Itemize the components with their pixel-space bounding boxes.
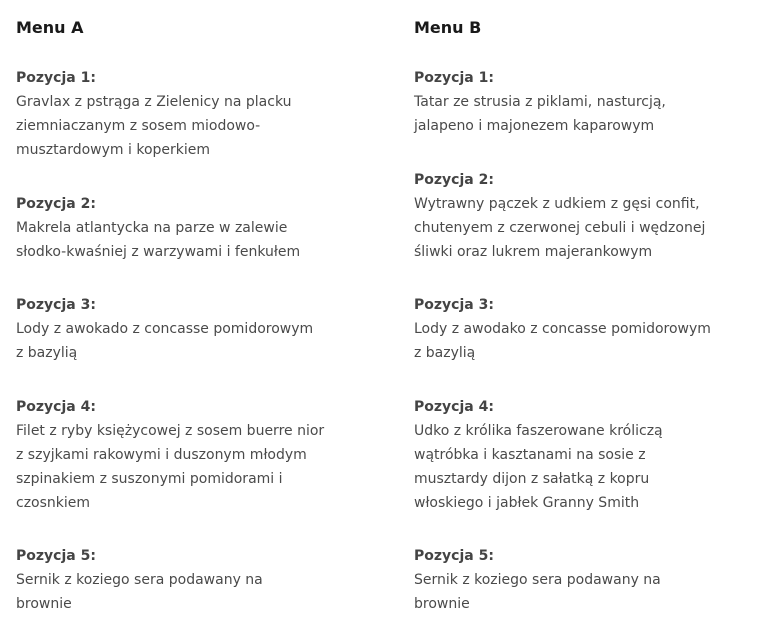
item-label: Pozycja 1:	[414, 70, 494, 86]
item-description-line: Lody z awodako z concasse pomidorowym	[414, 321, 711, 337]
item-label: Pozycja 1:	[16, 70, 96, 86]
item-description-line: jalapeno i majonezem kaparowym	[414, 118, 655, 134]
item-description-line: Lody z awokado z concasse pomidorowym	[16, 321, 314, 337]
menu-b-item-5	[414, 544, 759, 616]
item-description-line: czosnkiem	[16, 495, 91, 511]
item-label: Pozycja 4:	[16, 399, 96, 415]
item-description-line: musztardowym i koperkiem	[16, 142, 211, 158]
item-label: Pozycja 5:	[414, 548, 494, 564]
menu-a-title: Menu A	[16, 18, 84, 37]
item-description-line: musztardy dijon z sałatką z kopru	[414, 471, 650, 487]
item-description-line: Makrela atlantycka na parze w zalewie	[16, 220, 288, 236]
item-description-line: Wytrawny pączek z udkiem z gęsi confit,	[414, 196, 700, 212]
item-description-line: brownie	[414, 596, 470, 612]
item-description-line: Sernik z koziego sera podawany na	[16, 572, 263, 588]
item-description-line: chutenyem z czerwonej cebuli i wędzonej	[414, 220, 706, 236]
item-description-line: szpinakiem z suszonymi pomidorami i	[16, 471, 283, 487]
item-description-line: wątróbka i kasztanami na sosie z	[414, 447, 646, 463]
menu-a-item-5	[16, 544, 361, 616]
item-description-line: Filet z ryby księżycowej z sosem buerre nior	[16, 423, 325, 439]
item-description-line: z bazylią	[16, 345, 78, 361]
menu-a-item-4	[16, 395, 361, 515]
menu-b-title: Menu B	[414, 18, 482, 37]
item-description-line: śliwki oraz lukrem majerankowym	[414, 244, 653, 260]
item-description-line: Udko z królika faszerowane króliczą	[414, 423, 663, 439]
item-description-line: z szyjkami rakowymi i duszonym młodym	[16, 447, 307, 463]
item-description-line: ziemniaczanym z sosem miodowo-	[16, 118, 261, 134]
menu-b-item-1	[414, 66, 759, 138]
item-description-line: Gravlax z pstrąga z Zielenicy na placku	[16, 94, 292, 110]
menu-a-item-1	[16, 66, 361, 162]
item-label: Pozycja 2:	[16, 196, 96, 212]
item-label: Pozycja 2:	[414, 172, 494, 188]
item-description-line: słodko-kwaśniej z warzywami i fenkułem	[16, 244, 301, 260]
item-description-line: Tatar ze strusia z piklami, nasturcją,	[414, 94, 666, 110]
item-description-line: z bazylią	[414, 345, 476, 361]
menu-b-item-2	[414, 168, 759, 264]
menu-a-item-2	[16, 192, 361, 264]
item-description-line: Sernik z koziego sera podawany na	[414, 572, 661, 588]
item-label: Pozycja 5:	[16, 548, 96, 564]
menu-a-item-3	[16, 293, 361, 365]
item-label: Pozycja 3:	[16, 297, 96, 313]
item-label: Pozycja 4:	[414, 399, 494, 415]
item-description-line: włoskiego i jabłek Granny Smith	[414, 495, 640, 511]
menu-b-item-4	[414, 395, 759, 515]
item-description-line: brownie	[16, 596, 72, 612]
menu-b-item-3	[414, 293, 759, 365]
item-label: Pozycja 3:	[414, 297, 494, 313]
